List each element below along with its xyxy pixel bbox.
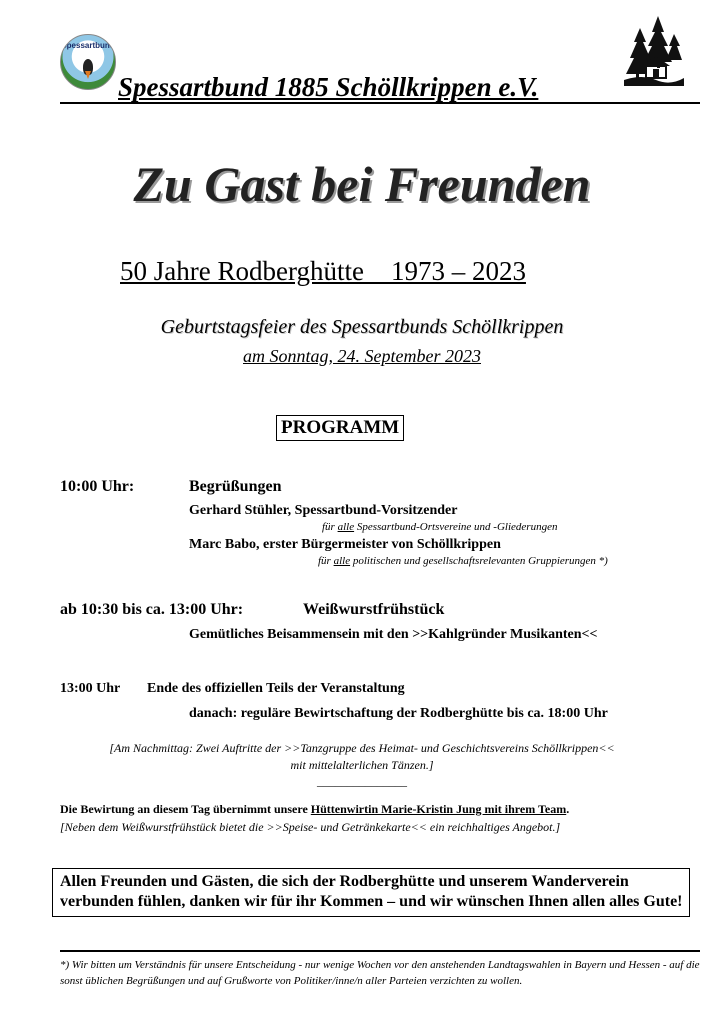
forest-hut-icon <box>622 14 684 90</box>
footnote: *) Wir bitten um Verständnis für unsere Entscheidung - nur wenige Wochen vor den anstehenden Landtagswahlen in Bayern und Hessen - auf die sonst üblichen Begrüßungen und auf Grußworte von Politiker/inne/n aller Parteien verzichten zu wollen. <box>60 959 700 987</box>
item3-title: Ende des offiziellen Teils der Veranstaltung <box>147 681 405 696</box>
item1-speaker1-note: für alle Spessartbund-Ortsvereine und -Gliederungen <box>322 521 558 533</box>
item1-speaker2: Marc Babo, erster Bürgermeister von Schöllkrippen <box>189 537 501 552</box>
footnote-rule <box>60 950 700 952</box>
afternoon-note-line2: mit mittelalterlichen Tänzen.] <box>290 758 434 772</box>
org-title: Spessartbund 1885 Schöllkrippen e.V. <box>118 72 539 102</box>
item3-time: 13:00 Uhr <box>60 681 121 696</box>
closing-message-box <box>52 868 690 917</box>
main-title: Zu Gast bei Freunden <box>133 156 591 212</box>
logo-text: Spessartbund <box>61 41 115 50</box>
afternoon-note-line1: [Am Nachmittag: Zwei Auftritte der >>Tanzgruppe des Heimat- und Geschichtsvereins Schöllkrippen<< <box>109 741 615 755</box>
catering-info: Die Bewirtung an diesem Tag übernimmt unsere Hüttenwirtin Marie-Kristin Jung mit ihrem Team. <box>60 802 570 816</box>
event-date: am Sonntag, 24. September 2023 <box>243 346 481 366</box>
spessartbund-logo <box>60 34 116 90</box>
item2-desc: Gemütliches Beisammensein mit den >>Kahlgründer Musikanten<< <box>189 627 598 642</box>
catering-note: [Neben dem Weißwurstfrühstück bietet die >>Speise- und Getränkekarte<< ein reichhaltiges Angebot.] <box>60 820 561 834</box>
celebration-subtitle: Geburtstagsfeier des Spessartbunds Schöllkrippen <box>160 316 564 338</box>
closing-message: Allen Freunden und Gästen, die sich der Rodberghütte und unserem Wanderverein verbunden fühlen, danken wir für ihr Kommen – und wir wünschen Ihnen allen alles Gute! <box>60 873 683 910</box>
item1-speaker2-note: für alle politischen und gesellschaftsrelevanten Gruppierungen *) <box>318 555 608 567</box>
item3-desc: danach: reguläre Bewirtschaftung der Rodberghütte bis ca. 18:00 Uhr <box>189 706 608 721</box>
item2-time: ab 10:30 bis ca. 13:00 Uhr: <box>60 601 244 618</box>
item1-time: 10:00 Uhr: <box>60 478 135 495</box>
program-heading: PROGRAMM <box>276 415 404 441</box>
item2-title: Weißwurstfrühstück <box>303 601 445 618</box>
beak-icon <box>85 71 91 79</box>
anniversary-heading: 50 Jahre Rodberghütte 1973 – 2023 <box>120 256 526 286</box>
item1-speaker1: Gerhard Stühler, Spessartbund-Vorsitzender <box>189 503 458 518</box>
header-rule <box>60 102 700 104</box>
item1-title: Begrüßungen <box>189 478 282 495</box>
separator-line: _______________ <box>317 774 407 788</box>
